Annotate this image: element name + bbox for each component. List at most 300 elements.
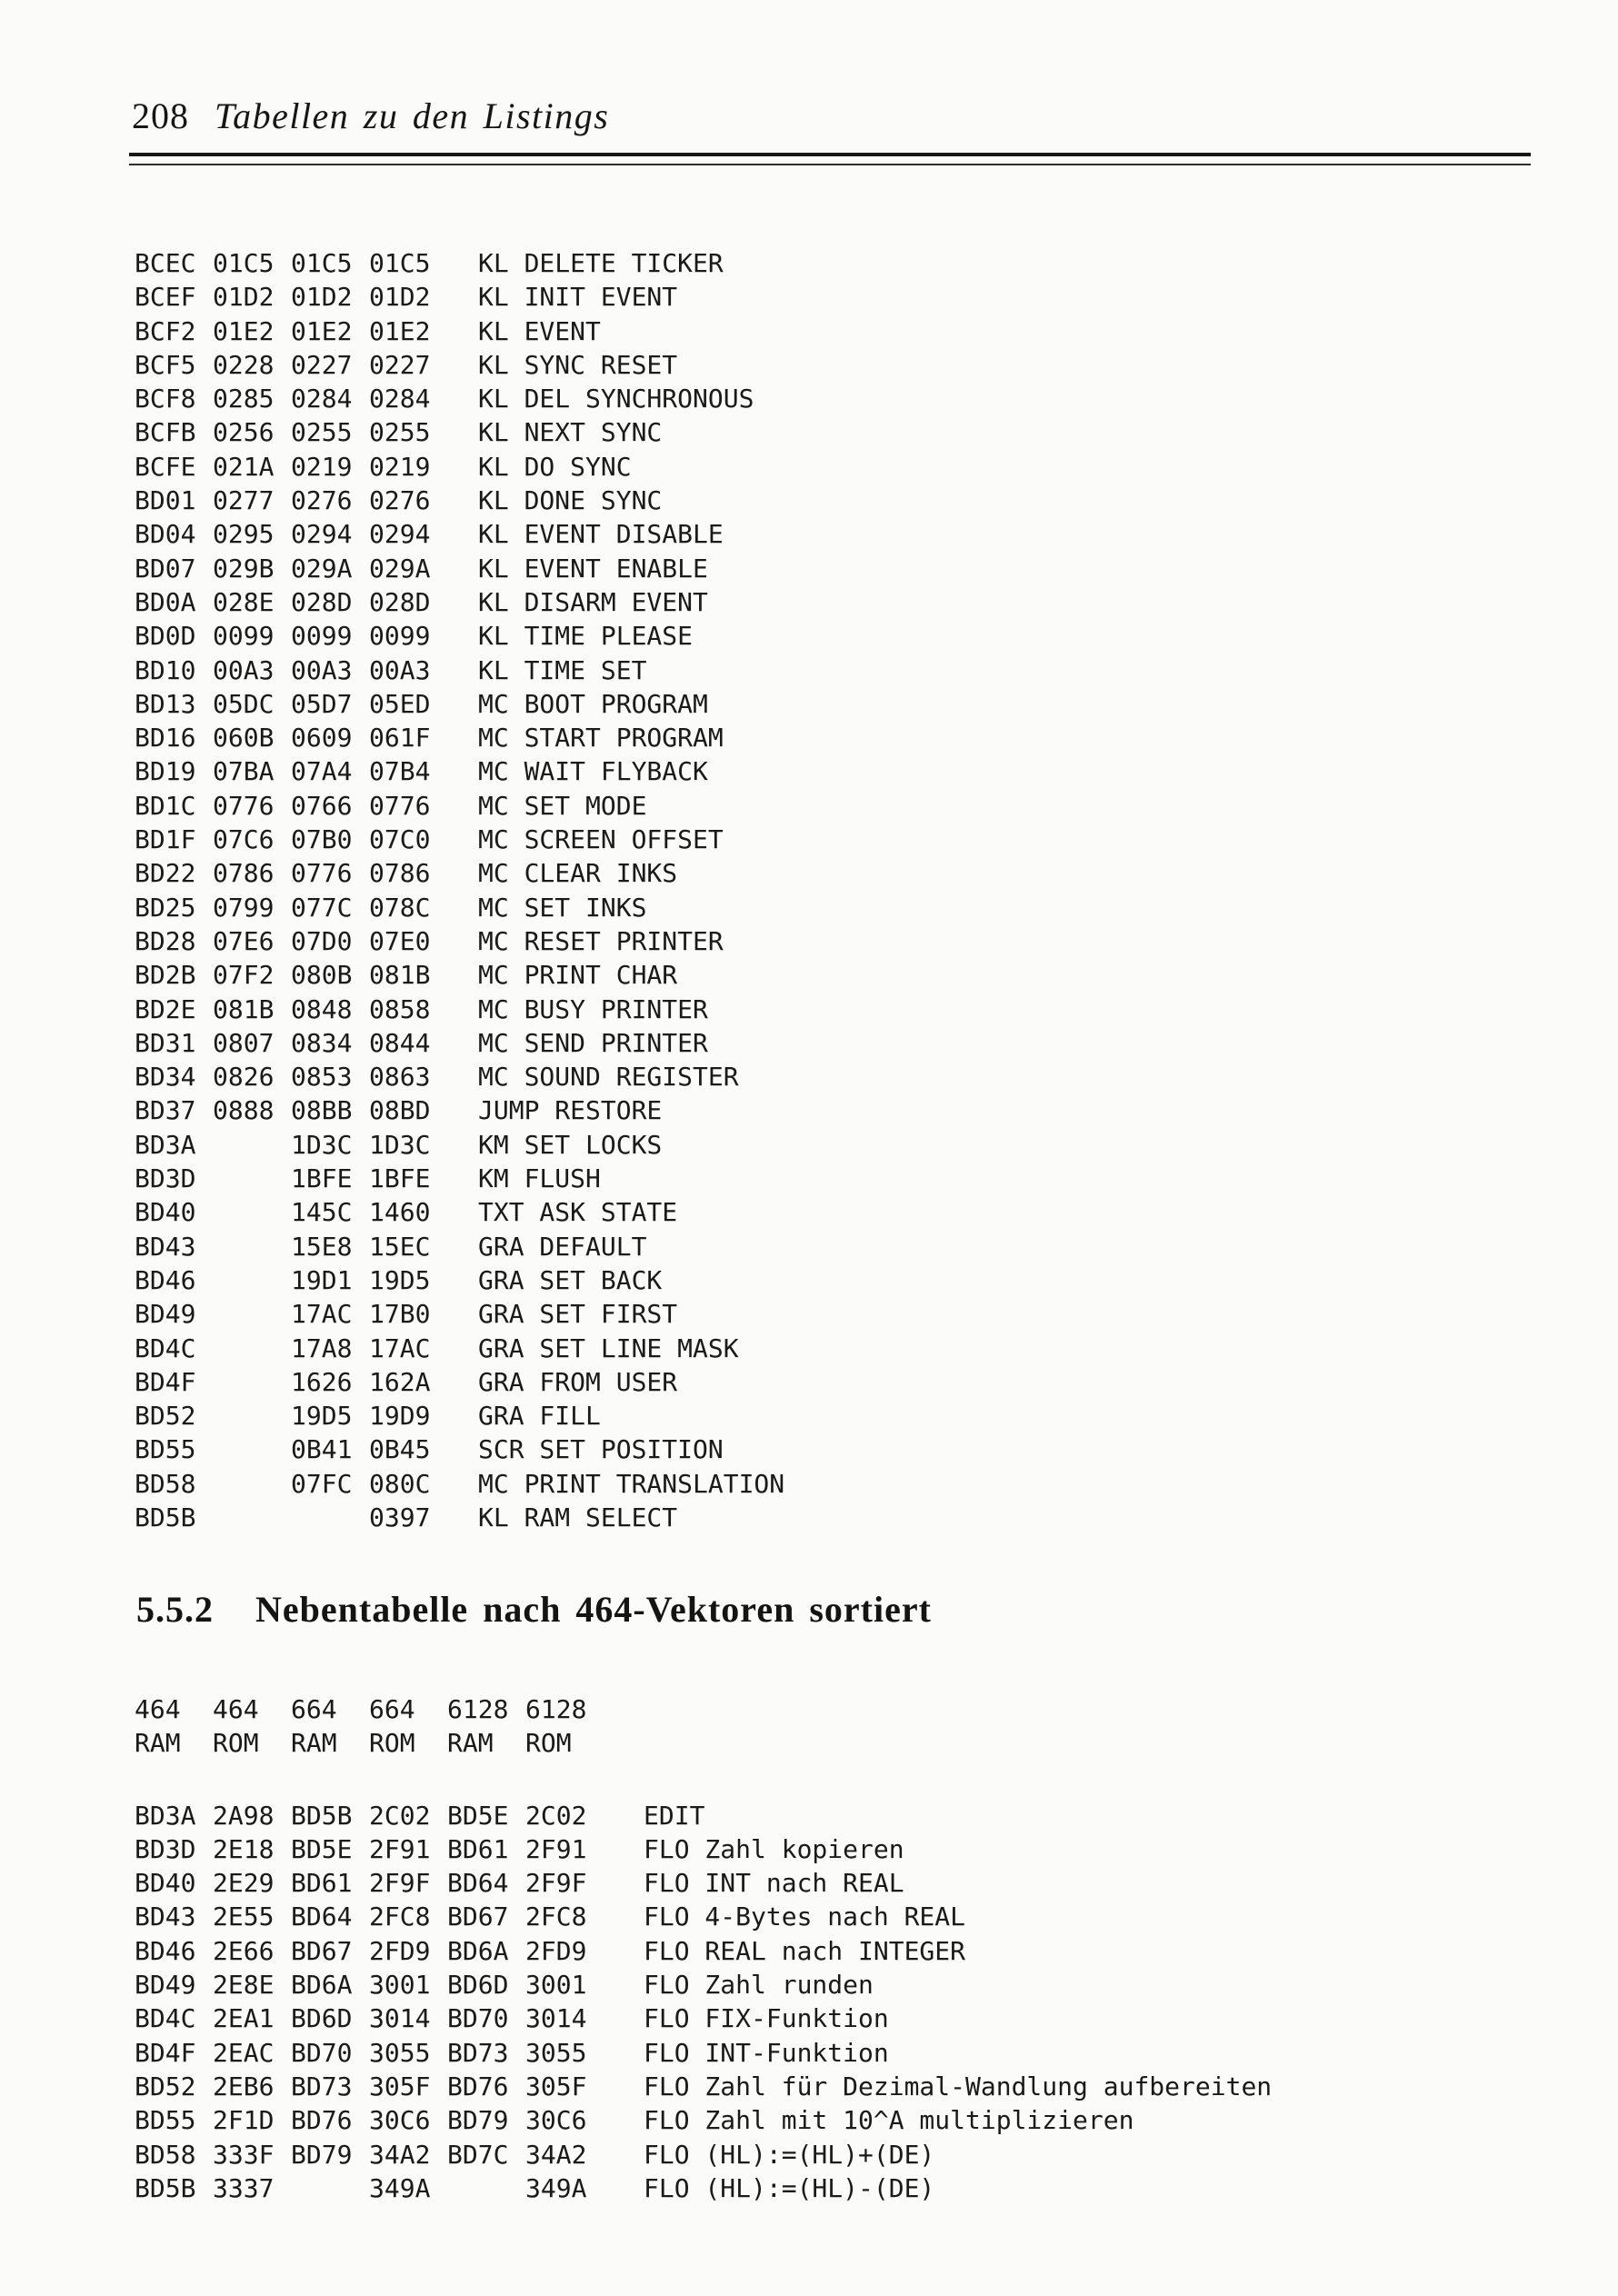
hex-cell: BD13 — [135, 688, 196, 719]
label-cell: MC SEND PRINTER — [478, 1027, 708, 1058]
hex-cell: 01D2 — [213, 282, 275, 313]
hex-cell: 060B — [213, 723, 275, 754]
table-header-gap — [135, 1761, 1272, 1799]
hex-cell: 17AC — [369, 1333, 431, 1363]
label-cell: MC BOOT PROGRAM — [478, 688, 708, 719]
table-row — [135, 721, 784, 754]
hex-cell: 0776 — [369, 790, 431, 821]
label-cell: KM SET LOCKS — [478, 1129, 663, 1160]
hex-cell: BD4C — [135, 2003, 196, 2034]
hex-cell: 2E55 — [213, 1902, 275, 1932]
hex-cell: 01E2 — [291, 315, 353, 346]
hex-cell: 2E66 — [213, 1935, 275, 1966]
hex-cell: 0B41 — [291, 1434, 353, 1465]
hex-cell: BCF2 — [135, 315, 196, 346]
hex-cell: 07BA — [213, 756, 275, 787]
table-row — [135, 856, 784, 890]
label-cell: FLO FIX-Funktion — [644, 2003, 889, 2034]
hex-cell: BD28 — [135, 925, 196, 956]
hex-cell: 07FC — [291, 1468, 353, 1499]
hex-cell: 0786 — [213, 858, 275, 889]
hex-cell: 34A2 — [525, 2139, 587, 2170]
hex-cell: BD64 — [291, 1902, 353, 1932]
hex-cell: 19D5 — [291, 1401, 353, 1432]
label-cell: GRA DEFAULT — [478, 1231, 647, 1262]
hex-cell: 30C6 — [525, 2105, 587, 2136]
table-row — [135, 823, 784, 856]
hex-cell: 0227 — [369, 349, 431, 380]
hex-cell: 08BB — [291, 1095, 353, 1126]
hex-cell: 2C02 — [525, 1800, 587, 1831]
hex-cell: 0799 — [213, 892, 275, 923]
label-cell: FLO REAL nach INTEGER — [644, 1935, 966, 1966]
label-cell: GRA SET LINE MASK — [478, 1333, 739, 1363]
label-cell: FLO INT-Funktion — [644, 2037, 889, 2068]
table-row — [135, 517, 784, 551]
hex-cell: 145C — [291, 1197, 353, 1228]
hex-cell: BD76 — [291, 2105, 353, 2136]
hex-cell: BD3A — [135, 1800, 196, 1831]
hex-cell: 0294 — [291, 519, 353, 550]
hex-cell: 19D1 — [291, 1264, 353, 1295]
table-row — [135, 1263, 784, 1297]
table-row — [135, 2103, 1272, 2137]
hex-cell: 00A3 — [369, 654, 431, 685]
hex-cell: BD40 — [135, 1868, 196, 1899]
label-cell: FLO Zahl kopieren — [644, 1833, 904, 1864]
hex-cell: 1BFE — [291, 1163, 353, 1194]
hex-cell: 01C5 — [369, 248, 431, 278]
section-number: 5.5.2 — [136, 1589, 214, 1630]
hex-cell: 0099 — [213, 621, 275, 652]
hex-cell: 028E — [213, 586, 275, 617]
hex-cell: 2F91 — [369, 1833, 431, 1864]
hex-cell: 01E2 — [213, 315, 275, 346]
hex-cell: 07F2 — [213, 960, 275, 991]
table-row — [135, 958, 784, 992]
table-row — [135, 1433, 784, 1466]
hex-cell: 0099 — [369, 621, 431, 652]
hex-cell: 0766 — [291, 790, 353, 821]
label-cell: SCR SET POSITION — [478, 1434, 724, 1465]
hex-cell: BD6D — [291, 2003, 353, 2034]
table-row — [135, 1195, 784, 1229]
hex-cell: 05DC — [213, 688, 275, 719]
hex-cell: 029B — [213, 553, 275, 584]
label-cell: TXT ASK STATE — [478, 1197, 678, 1228]
hex-cell: 19D9 — [369, 1401, 431, 1432]
table-row — [135, 1093, 784, 1127]
hex-cell: 0228 — [213, 349, 275, 380]
table-row — [135, 654, 784, 687]
hex-cell: 0227 — [291, 349, 353, 380]
hex-cell: 6128 — [525, 1694, 587, 1724]
hex-cell: 17AC — [291, 1299, 353, 1330]
table-row — [135, 1501, 784, 1534]
table-row — [135, 924, 784, 958]
label-cell: MC PRINT CHAR — [478, 960, 678, 991]
hex-cell: 01D2 — [291, 282, 353, 313]
hex-cell: 07B4 — [369, 756, 431, 787]
hex-cell: BD58 — [135, 1468, 196, 1499]
table-row — [135, 2070, 1272, 2103]
table-row — [135, 415, 784, 449]
hex-cell: BD5E — [447, 1800, 509, 1831]
header-rule — [129, 153, 1531, 165]
hex-cell: 028D — [369, 586, 431, 617]
hex-cell: 2FC8 — [369, 1902, 431, 1932]
hex-cell: 349A — [369, 2172, 431, 2203]
hex-cell: 078C — [369, 892, 431, 923]
hex-cell: 2F91 — [525, 1833, 587, 1864]
hex-cell: BD1C — [135, 790, 196, 821]
table-row — [135, 619, 784, 653]
hex-cell: BD6A — [291, 1970, 353, 2001]
hex-cell: RAM — [291, 1728, 337, 1759]
hex-cell: BD4F — [135, 1366, 196, 1397]
label-cell: MC WAIT FLYBACK — [478, 756, 708, 787]
hex-cell: BD46 — [135, 1935, 196, 1966]
label-cell: KL TIME PLEASE — [478, 621, 694, 652]
label-cell: KL EVENT ENABLE — [478, 553, 708, 584]
table-row — [135, 687, 784, 721]
hex-cell: ROM — [213, 1728, 259, 1759]
hex-cell: 07E0 — [369, 925, 431, 956]
hex-cell: 2E8E — [213, 1970, 275, 2001]
hex-cell: BD22 — [135, 858, 196, 889]
label-cell: MC PRINT TRANSLATION — [478, 1468, 785, 1499]
hex-cell: 0256 — [213, 417, 275, 448]
hex-cell: 333F — [213, 2139, 275, 2170]
hex-cell: 3055 — [525, 2037, 587, 2068]
hex-cell: BD79 — [291, 2139, 353, 2170]
table-464-sorted — [135, 1692, 1272, 2205]
hex-cell: 0255 — [369, 417, 431, 448]
table-row — [135, 1365, 784, 1399]
hex-cell: 2FD9 — [369, 1935, 431, 1966]
hex-cell: 3001 — [369, 1970, 431, 2001]
hex-cell: BD49 — [135, 1970, 196, 2001]
hex-cell: 0776 — [213, 790, 275, 821]
label-cell: FLO Zahl für Dezimal-Wandlung aufbereiten — [644, 2071, 1273, 2101]
label-cell: FLO Zahl runden — [644, 1970, 874, 2001]
label-cell: KL INIT EVENT — [478, 282, 678, 313]
hex-cell: BD5E — [291, 1833, 353, 1864]
hex-cell: 464 — [135, 1694, 181, 1724]
hex-cell: BD67 — [447, 1902, 509, 1932]
table-row — [135, 993, 784, 1026]
hex-cell: 01C5 — [213, 248, 275, 278]
hex-cell: 19D5 — [369, 1264, 431, 1295]
label-cell: KM FLUSH — [478, 1163, 601, 1194]
table-header-row — [135, 1726, 1272, 1760]
label-cell: KL EVENT DISABLE — [478, 519, 724, 550]
label-cell: FLO (HL):=(HL)-(DE) — [644, 2172, 935, 2203]
hex-cell: BD4F — [135, 2037, 196, 2068]
table-row — [135, 484, 784, 517]
hex-cell: BD19 — [135, 756, 196, 787]
hex-cell: BCEC — [135, 248, 196, 278]
hex-cell: 077C — [291, 892, 353, 923]
hex-cell: 664 — [291, 1694, 337, 1724]
hex-cell: 2EAC — [213, 2037, 275, 2068]
hex-cell: 07B0 — [291, 824, 353, 855]
hex-cell: BD70 — [447, 2003, 509, 2034]
hex-cell: BD5B — [135, 2172, 196, 2203]
hex-cell: RAM — [447, 1728, 494, 1759]
table-row — [135, 1128, 784, 1162]
table-row — [135, 1799, 1272, 1832]
table-row — [135, 2138, 1272, 2171]
label-cell: MC RESET PRINTER — [478, 925, 724, 956]
hex-cell: 0276 — [369, 485, 431, 516]
hex-cell: 1626 — [291, 1366, 353, 1397]
hex-cell: 0284 — [369, 384, 431, 414]
hex-cell: BD40 — [135, 1197, 196, 1228]
hex-cell: 00A3 — [291, 654, 353, 685]
hex-cell: 0294 — [369, 519, 431, 550]
hex-cell: BD1F — [135, 824, 196, 855]
table-row — [135, 280, 784, 314]
hex-cell: BD07 — [135, 553, 196, 584]
hex-cell: BCF5 — [135, 349, 196, 380]
hex-cell: 0277 — [213, 485, 275, 516]
table-row — [135, 1026, 784, 1060]
label-cell: MC SCREEN OFFSET — [478, 824, 724, 855]
hex-cell: 2EB6 — [213, 2071, 275, 2101]
hex-cell: BD3D — [135, 1833, 196, 1864]
hex-cell: BD49 — [135, 1299, 196, 1330]
section-heading — [136, 1588, 932, 1631]
hex-cell: BCFE — [135, 451, 196, 482]
hex-cell: 0807 — [213, 1027, 275, 1058]
label-cell: JUMP RESTORE — [478, 1095, 663, 1126]
hex-cell: 3014 — [525, 2003, 587, 2034]
hex-cell: BD52 — [135, 1401, 196, 1432]
hex-cell: 2E29 — [213, 1868, 275, 1899]
hex-cell: BD0A — [135, 586, 196, 617]
vector-table-continued — [135, 246, 784, 1534]
running-title: Tabellen zu den Listings — [215, 95, 610, 136]
table-row — [135, 1230, 784, 1263]
hex-cell: BD55 — [135, 2105, 196, 2136]
table-row — [135, 754, 784, 788]
hex-cell: 2F9F — [525, 1868, 587, 1899]
hex-cell: 0219 — [369, 451, 431, 482]
hex-cell: 0397 — [369, 1502, 431, 1532]
hex-cell: BD3A — [135, 1129, 196, 1160]
hex-cell: 0848 — [291, 993, 353, 1024]
hex-cell: BD31 — [135, 1027, 196, 1058]
table-row — [135, 1332, 784, 1365]
label-cell: KL DEL SYNCHRONOUS — [478, 384, 754, 414]
hex-cell: 1D3C — [369, 1129, 431, 1160]
hex-cell: BD6A — [447, 1935, 509, 1966]
hex-cell: 1460 — [369, 1197, 431, 1228]
hex-cell: 305F — [525, 2071, 587, 2101]
hex-cell: 0844 — [369, 1027, 431, 1058]
hex-cell: 2A98 — [213, 1800, 275, 1831]
hex-cell: 0863 — [369, 1062, 431, 1093]
hex-cell: 3014 — [369, 2003, 431, 2034]
hex-cell: BD3D — [135, 1163, 196, 1194]
hex-cell: 0853 — [291, 1062, 353, 1093]
hex-cell: 2F9F — [369, 1868, 431, 1899]
label-cell: EDIT — [644, 1800, 705, 1831]
hex-cell: BD16 — [135, 723, 196, 754]
hex-cell: ROM — [525, 1728, 572, 1759]
hex-cell: BD58 — [135, 2139, 196, 2170]
table-row — [135, 789, 784, 823]
hex-cell: 05D7 — [291, 688, 353, 719]
table-row — [135, 450, 784, 484]
table-row — [135, 348, 784, 382]
hex-cell: 34A2 — [369, 2139, 431, 2170]
hex-cell: BCF8 — [135, 384, 196, 414]
hex-cell: BD5B — [291, 1800, 353, 1831]
hex-cell: BD2B — [135, 960, 196, 991]
page-number: 208 — [132, 95, 189, 136]
table-row — [135, 1060, 784, 1093]
table-row — [135, 314, 784, 348]
hex-cell: BD43 — [135, 1231, 196, 1262]
hex-cell: BCFB — [135, 417, 196, 448]
table-row — [135, 585, 784, 619]
table-row — [135, 1934, 1272, 1968]
hex-cell: 3001 — [525, 1970, 587, 2001]
label-cell: KL RAM SELECT — [478, 1502, 678, 1532]
hex-cell: BD10 — [135, 654, 196, 685]
hex-cell: 0276 — [291, 485, 353, 516]
hex-cell: 07C6 — [213, 824, 275, 855]
hex-cell: 15EC — [369, 1231, 431, 1262]
hex-cell: BD73 — [291, 2071, 353, 2101]
table-row — [135, 552, 784, 585]
hex-cell: 1BFE — [369, 1163, 431, 1194]
hex-cell: 081B — [213, 993, 275, 1024]
hex-cell: BD61 — [291, 1868, 353, 1899]
label-cell: GRA SET FIRST — [478, 1299, 678, 1330]
hex-cell: 349A — [525, 2172, 587, 2203]
label-cell: MC SOUND REGISTER — [478, 1062, 739, 1093]
hex-cell: RAM — [135, 1728, 181, 1759]
hex-cell: BD01 — [135, 485, 196, 516]
hex-cell: BD79 — [447, 2105, 509, 2136]
hex-cell: 029A — [291, 553, 353, 584]
hex-cell: 07A4 — [291, 756, 353, 787]
label-cell: FLO INT nach REAL — [644, 1868, 904, 1899]
label-cell: KL DO SYNC — [478, 451, 632, 482]
hex-cell: 2E18 — [213, 1833, 275, 1864]
hex-cell: 17B0 — [369, 1299, 431, 1330]
hex-cell: 0834 — [291, 1027, 353, 1058]
hex-cell: BD4C — [135, 1333, 196, 1363]
hex-cell: 07E6 — [213, 925, 275, 956]
hex-cell: 0099 — [291, 621, 353, 652]
hex-cell: BD55 — [135, 1434, 196, 1465]
table-row — [135, 2002, 1272, 2035]
hex-cell: 664 — [369, 1694, 415, 1724]
table-row — [135, 2036, 1272, 2070]
hex-cell: ROM — [369, 1728, 415, 1759]
hex-cell: 00A3 — [213, 654, 275, 685]
hex-cell: 061F — [369, 723, 431, 754]
hex-cell: 07D0 — [291, 925, 353, 956]
hex-cell: 05ED — [369, 688, 431, 719]
hex-cell: BD43 — [135, 1902, 196, 1932]
hex-cell: 0786 — [369, 858, 431, 889]
table-row — [135, 1832, 1272, 1866]
table-row — [135, 382, 784, 415]
hex-cell: 080B — [291, 960, 353, 991]
hex-cell: 464 — [213, 1694, 259, 1724]
hex-cell: 029A — [369, 553, 431, 584]
hex-cell: 2C02 — [369, 1800, 431, 1831]
hex-cell: BD73 — [447, 2037, 509, 2068]
hex-cell: BD0D — [135, 621, 196, 652]
hex-cell: 080C — [369, 1468, 431, 1499]
label-cell: GRA FILL — [478, 1401, 601, 1432]
label-cell: FLO (HL):=(HL)+(DE) — [644, 2139, 935, 2170]
table-row — [135, 2171, 1272, 2205]
hex-cell: 2FD9 — [525, 1935, 587, 1966]
hex-cell: 0609 — [291, 723, 353, 754]
table-row — [135, 1162, 784, 1195]
label-cell: MC SET INKS — [478, 892, 647, 923]
hex-cell: 15E8 — [291, 1231, 353, 1262]
hex-cell: 0285 — [213, 384, 275, 414]
table-header-row — [135, 1692, 1272, 1726]
hex-cell: BCEF — [135, 282, 196, 313]
table-row — [135, 1399, 784, 1433]
hex-cell: 01E2 — [369, 315, 431, 346]
hex-cell: 01D2 — [369, 282, 431, 313]
label-cell: KL SYNC RESET — [478, 349, 678, 380]
label-cell: GRA FROM USER — [478, 1366, 678, 1397]
hex-cell: 30C6 — [369, 2105, 431, 2136]
hex-cell: 162A — [369, 1366, 431, 1397]
hex-cell: 0284 — [291, 384, 353, 414]
table-row — [135, 246, 784, 280]
label-cell: KL DONE SYNC — [478, 485, 663, 516]
hex-cell: 1D3C — [291, 1129, 353, 1160]
hex-cell: 0826 — [213, 1062, 275, 1093]
hex-cell: BD04 — [135, 519, 196, 550]
hex-cell: 081B — [369, 960, 431, 991]
label-cell: MC CLEAR INKS — [478, 858, 678, 889]
hex-cell: 0219 — [291, 451, 353, 482]
hex-cell: 17A8 — [291, 1333, 353, 1363]
label-cell: KL DISARM EVENT — [478, 586, 708, 617]
hex-cell: 0858 — [369, 993, 431, 1024]
hex-cell: BD52 — [135, 2071, 196, 2101]
label-cell: MC START PROGRAM — [478, 723, 724, 754]
label-cell: KL TIME SET — [478, 654, 647, 685]
label-cell: FLO 4-Bytes nach REAL — [644, 1902, 966, 1932]
table-row — [135, 1900, 1272, 1933]
table-row — [135, 1467, 784, 1501]
hex-cell: 3055 — [369, 2037, 431, 2068]
hex-cell: BD37 — [135, 1095, 196, 1126]
label-cell: MC BUSY PRINTER — [478, 993, 708, 1024]
hex-cell: BD6D — [447, 1970, 509, 2001]
hex-cell: BD34 — [135, 1062, 196, 1093]
hex-cell: 07C0 — [369, 824, 431, 855]
hex-cell: BD67 — [291, 1935, 353, 1966]
label-cell: MC SET MODE — [478, 790, 647, 821]
hex-cell: 0295 — [213, 519, 275, 550]
hex-cell: 305F — [369, 2071, 431, 2101]
